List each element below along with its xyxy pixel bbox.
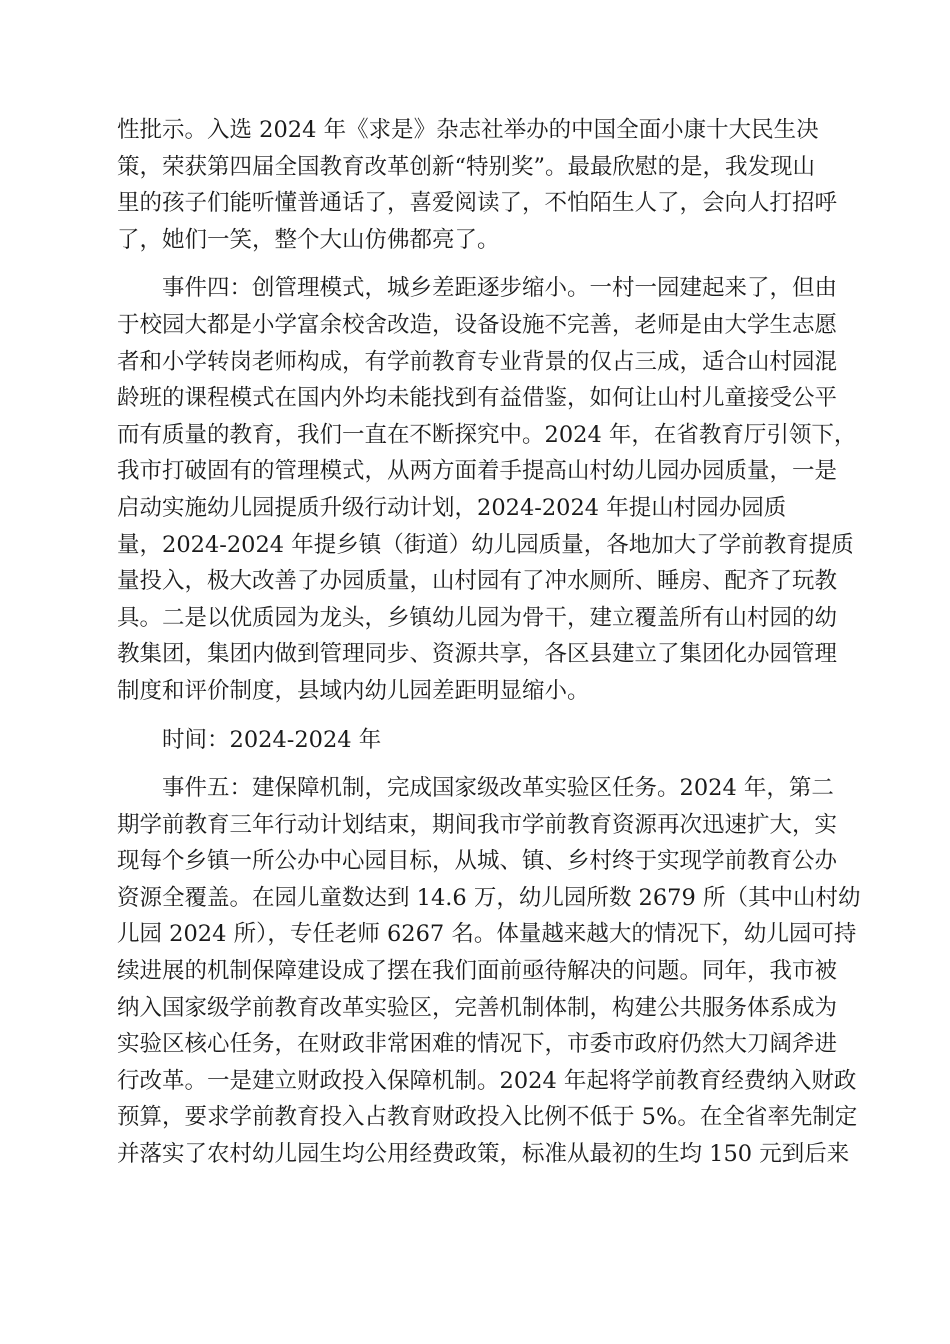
paragraph-event-five [117, 770, 861, 1173]
text-line: 启动实施幼儿园提质升级行动计划，2024-2024 年提山村园办园质 [117, 494, 787, 521]
text-line: 于校园大都是小学富余校舍改造，设备设施不完善，老师是由大学生志愿 [117, 311, 838, 338]
text-line: 性批示。入选 2024 年《求是》杂志社举办的中国全面小康十大民生决 [117, 117, 819, 143]
text-line: 了，她们一笑，整个大山仿佛都亮了。 [117, 226, 500, 253]
text-line: 事件四：创管理模式，城乡差距逐步缩小。一村一园建起来了，但由 [162, 275, 838, 302]
text-line: 实验区核心任务，在财政非常困难的情况下，市委市政府仍然大刀阔斧进 [117, 1031, 838, 1058]
text-line: 我市打破固有的管理模式，从两方面着手提高山村幼儿园办园质量，一是 [117, 458, 838, 485]
text-line: 龄班的课程模式在国内外均未能找到有益借鉴，如何让山村儿童接受公平 [117, 385, 838, 412]
text-line: 具。二是以优质园为龙头，乡镇幼儿园为骨干，建立覆盖所有山村园的幼 [117, 604, 838, 631]
text-line: 预算，要求学前教育投入占教育财政投入比例不低于 5%。在全省率先制定 [117, 1104, 858, 1131]
text-line: 而有质量的教育，我们一直在不断探究中。2024 年，在省教育厅引领下， [117, 421, 857, 448]
text-line: 纳入国家级学前教育改革实验区，完善机制体制，构建公共服务体系成为 [117, 994, 838, 1021]
paragraph-continuation [117, 112, 837, 258]
text-line: 事件五：建保障机制，完成国家级改革实验区任务。2024 年，第二 [162, 775, 834, 802]
text-line: 里的孩子们能听懂普通话了，喜爱阅读了，不怕陌生人了，会向人打招呼 [117, 190, 838, 217]
text-line: 制度和评价制度，县域内幼儿园差距明显缩小。 [117, 677, 590, 704]
text-line: 并落实了农村幼儿园生均公用经费政策，标准从最初的生均 150 元到后来 [117, 1141, 850, 1168]
text-line: 儿园 2024 所），专任老师 6267 名。体量越来越大的情况下，幼儿园可持 [117, 921, 857, 948]
document-body [117, 112, 861, 1173]
text-line: 时间：2024-2024 年 [162, 726, 382, 753]
text-line: 量投入，极大改善了办园质量，山村园有了冲水厕所、睡房、配齐了玩教 [117, 568, 838, 595]
text-line: 量，2024-2024 年提乡镇（街道）幼儿园质量，各地加大了学前教育提质 [117, 531, 854, 558]
text-line: 续进展的机制保障建设成了摆在我们面前亟待解决的问题。同年，我市被 [117, 958, 838, 985]
paragraph-event-four [117, 270, 857, 709]
paragraph-time [117, 722, 837, 759]
text-line: 资源全覆盖。在园儿童数达到 14.6 万，幼儿园所数 2679 所（其中山村幼 [117, 884, 861, 911]
text-line: 期学前教育三年行动计划结束，期间我市学前教育资源再次迅速扩大，实 [117, 811, 838, 838]
text-line: 现每个乡镇一所公办中心园目标，从城、镇、乡村终于实现学前教育公办 [117, 848, 838, 875]
text-line: 策，荣获第四届全国教育改革创新“特别奖”。最最欣慰的是，我发现山 [117, 153, 816, 180]
text-line: 行改革。一是建立财政投入保障机制。2024 年起将学前教育经费纳入财政 [117, 1067, 857, 1094]
text-line: 者和小学转岗老师构成，有学前教育专业背景的仅占三成，适合山村园混 [117, 348, 838, 375]
text-line: 教集团，集团内做到管理同步、资源共享，各区县建立了集团化办园管理 [117, 641, 838, 668]
